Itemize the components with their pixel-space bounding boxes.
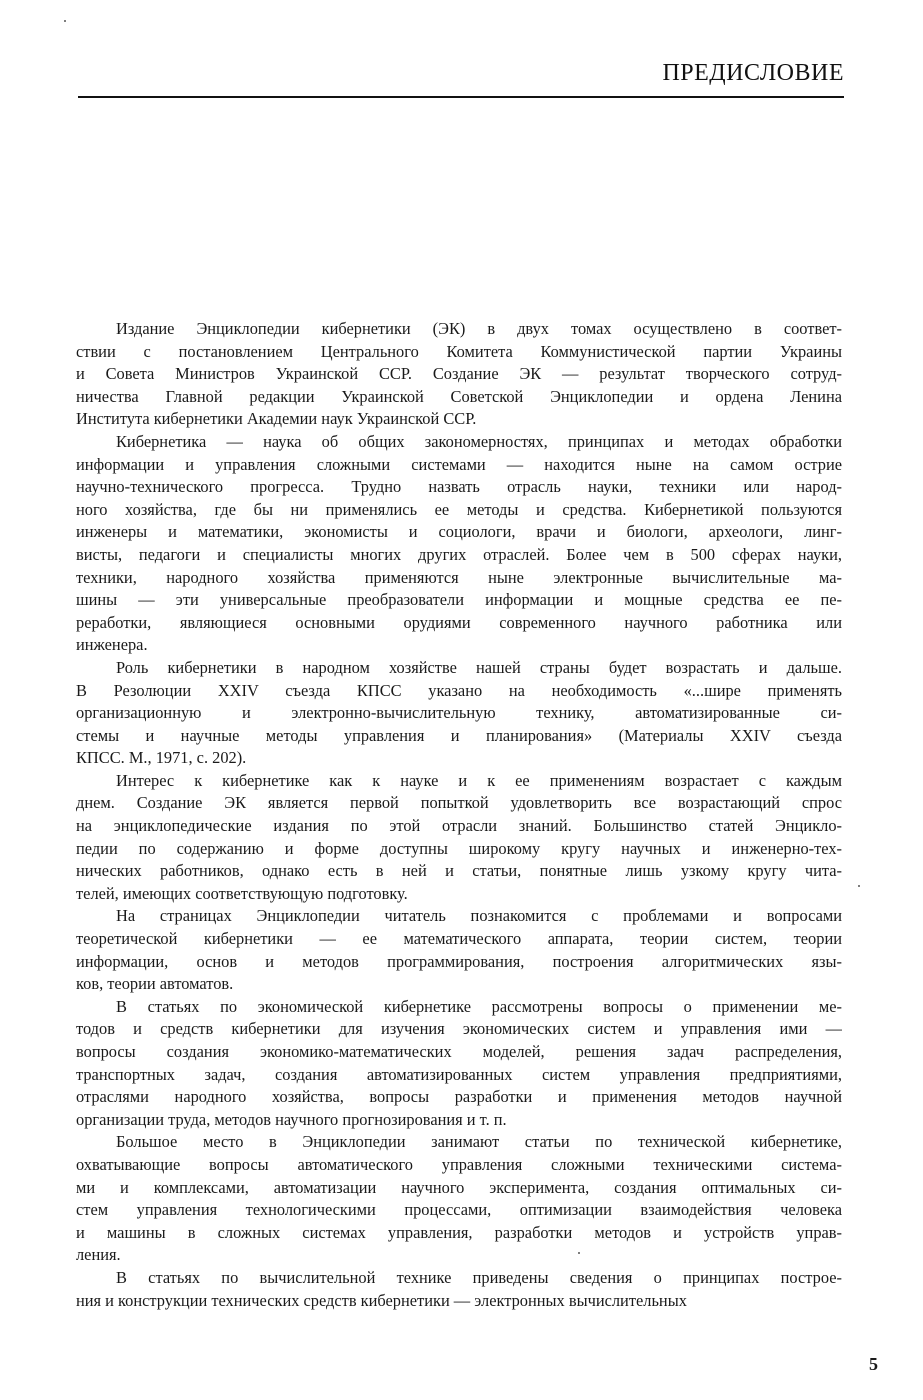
text-line: висты, педагоги и специалисты многих других отраслей. Более чем в 500 сферах науки, xyxy=(76,544,842,564)
text-line: ствии с постановлением Центрального Комитета Коммунистической партии Украины xyxy=(76,341,842,361)
body-text xyxy=(76,318,842,1312)
text-line: В Резолюции XXIV съезда КПСС указано на необходимость «...шире применять xyxy=(76,680,842,700)
paragraph xyxy=(76,1267,842,1312)
text-line: Интерес к кибернетике как к науке и к ее применениям возрастает с каждым xyxy=(116,770,842,790)
text-line: охватывающие вопросы автоматического управления сложными техническими системa- xyxy=(76,1154,842,1174)
text-line: Издание Энциклопедии кибернетики (ЭК) в двух томах осуществлено в соответ- xyxy=(116,319,842,338)
paragraph xyxy=(76,996,842,1132)
text-line: В статьях по вычислительной технике приведены сведения о принципах построе- xyxy=(116,1267,842,1287)
text-line: транспортных задач, создания автоматизированных систем управления предприятиями, xyxy=(76,1064,842,1084)
text-line: На страницах Энциклопедии читатель познакомится с проблемами и вопросами xyxy=(116,906,842,926)
paragraph xyxy=(76,318,842,431)
page-title: ПРЕДИСЛОВИЕ xyxy=(662,60,844,86)
text-line: инженера. xyxy=(76,635,148,655)
text-line: ления. xyxy=(76,1245,121,1265)
text-line: организационную и электронно-вычислительную технику, автоматизированные си- xyxy=(76,703,842,723)
text-line: телей, имеющих соответствующую подготовку. xyxy=(76,883,408,903)
page-number: 5 xyxy=(869,1354,878,1374)
text-line: вопросы создания экономико-математических моделей, решения задач распределения, xyxy=(76,1042,842,1061)
text-line: Института кибернетики Академии наук Украинской ССР. xyxy=(76,409,477,429)
text-line: Роль кибернетики в народном хозяйстве нашей страны будет возрастать и дальше. xyxy=(116,657,842,677)
text-line: КПСС. М., 1971, с. 202). xyxy=(76,748,247,768)
text-line: и машины в сложных системах управления, разработки методов и устройств управ- xyxy=(76,1222,842,1242)
text-line: научно-технического прогресса. Трудно назвать отрасль науки, техники или народ- xyxy=(76,477,842,497)
text-line: стем управления технологическими процессами, оптимизации взаимодействия человека xyxy=(76,1200,842,1220)
text-line: В статьях по экономической кибернетике рассмотрены вопросы о применении ме- xyxy=(116,996,842,1016)
text-line: педии по содержанию и форме доступны широкому кругу научных и инженерно-тех- xyxy=(76,838,842,858)
text-line: ков, теории автоматов. xyxy=(76,974,234,994)
text-line: днем. Создание ЭК является первой попыткой удовлетворить все возрастающий спрос xyxy=(76,793,842,813)
text-line: Большое место в Энциклопедии занимают статьи по технической кибернетике, xyxy=(116,1132,842,1152)
scan-speck xyxy=(858,885,860,887)
text-line: информации и управления сложными системами — находится ныне на самом острие xyxy=(76,454,842,474)
text-line: ничества Главной редакции Украинской Советской Энциклопедии и ордена Ленина xyxy=(76,386,842,406)
text-line: отраслями народного хозяйства, вопросы разработки и применения методов научной xyxy=(76,1087,842,1107)
scan-speck xyxy=(578,1252,580,1254)
text-line: информации, основ и методов программирования, построения алгоритмических язы- xyxy=(76,951,842,971)
text-line: на энциклопедические издания по этой отрасли знаний. Большинство статей Энцикло- xyxy=(76,816,842,836)
text-line: ния и конструкции технических средств кибернетики — электронных вычислительных xyxy=(76,1290,687,1310)
text-line: организации труда, методов научного прогнозирования и т. п. xyxy=(76,1109,507,1129)
paragraph xyxy=(76,770,842,906)
paragraph xyxy=(76,905,842,995)
text-line: Кибернетика — наука об общих закономерностях, принципах и методах обработки xyxy=(116,431,842,451)
text-line: шины — эти универсальные преобразователи информации и мощные средства ее пе- xyxy=(76,590,842,610)
text-line: реработки, являющиеся основными орудиями современного научного работника или xyxy=(76,612,842,632)
text-line: и Совета Министров Украинской ССР. Создание ЭК — результат творческого сотруд- xyxy=(76,364,842,384)
paragraph xyxy=(76,657,842,770)
text-line: инженеры и математики, экономисты и социологи, врачи и биологи, археологи, линг- xyxy=(76,522,842,542)
text-line: стемы и научные методы управления и планирования» (Материалы XXIV съезда xyxy=(76,725,842,745)
text-line: тодов и средств кибернетики для изучения экономических систем и управления ими — xyxy=(76,1019,842,1039)
page-header xyxy=(78,58,844,98)
text-line: нических работников, однако есть в ней и статьи, понятные лишь узкому кругу чита- xyxy=(76,861,842,881)
text-line: техники, народного хозяйства применяются ныне электронные вычислительные ма- xyxy=(76,567,842,587)
paragraph xyxy=(76,1131,842,1267)
scan-speck xyxy=(64,20,66,22)
text-line: ми и комплексами, автоматизации научного эксперимента, создания оптимальных си- xyxy=(76,1177,842,1197)
paragraph xyxy=(76,431,842,657)
text-line: ного хозяйства, где бы ни применялись ее методы и средства. Кибернетикой пользуются xyxy=(76,499,842,519)
text-line: теоретической кибернетики — ее математического аппарата, теории систем, теории xyxy=(76,929,842,949)
